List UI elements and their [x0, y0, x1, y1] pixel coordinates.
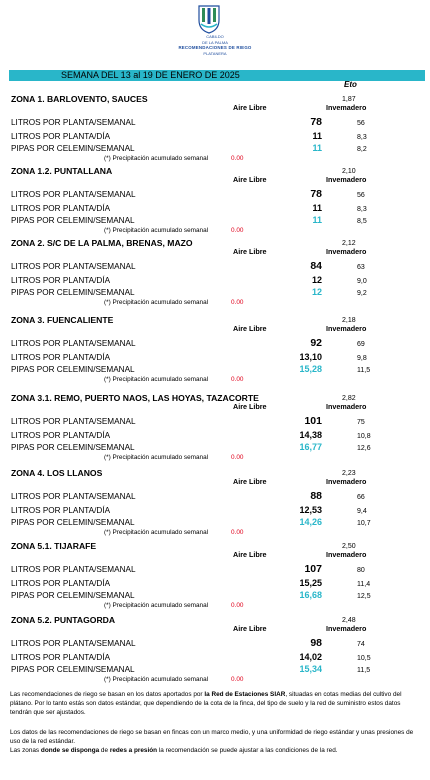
invernadero-litros-dia: 8,3 — [357, 134, 367, 141]
row-label-litros-dia: LITROS POR PLANTA/DÍA — [11, 653, 111, 662]
row-label-pipas-semanal: PIPAS POR CELEMIN/SEMANAL — [11, 518, 135, 527]
invernadero-pipas-semanal: 10,7 — [357, 520, 371, 527]
cabildo-logo-icon — [196, 4, 222, 34]
page-header — [0, 0, 430, 68]
zone-eto-value: 2,10 — [342, 168, 356, 175]
zone-name: ZONA 4. LOS LLANOS — [11, 468, 103, 478]
precipitation-label: (*) Precipitación acumulado semanal — [104, 676, 209, 683]
aire-libre-litros-semanal: 78 — [310, 188, 322, 200]
invernadero-pipas-semanal: 8,2 — [357, 146, 367, 153]
aire-libre-litros-dia: 15,25 — [299, 578, 322, 588]
zone-name: ZONA 1. BARLOVENTO, SAUCES — [11, 94, 148, 104]
row-label-litros-semanal: LITROS POR PLANTA/SEMANAL — [11, 492, 136, 501]
row-label-litros-semanal: LITROS POR PLANTA/SEMANAL — [11, 639, 136, 648]
invernadero-header: Invemadero — [326, 402, 367, 411]
aire-libre-pipas-semanal: 16,68 — [299, 590, 322, 600]
zone-block — [0, 166, 430, 242]
aire-libre-header: Aire Libre — [233, 103, 267, 112]
aire-libre-pipas-semanal: 15,34 — [299, 664, 322, 674]
zone-name: ZONA 5.1. TIJARAFE — [11, 541, 97, 551]
row-label-litros-dia: LITROS POR PLANTA/DÍA — [11, 431, 111, 440]
aire-libre-header: Aire Libre — [233, 477, 267, 486]
aire-libre-header: Aire Libre — [233, 402, 267, 411]
invernadero-pipas-semanal: 12,5 — [357, 593, 371, 600]
row-label-pipas-semanal: PIPAS POR CELEMIN/SEMANAL — [11, 144, 135, 153]
aire-libre-litros-semanal: 92 — [310, 337, 322, 349]
zone-block — [0, 94, 430, 170]
invernadero-header: Invemadero — [326, 477, 367, 486]
zone-name: ZONA 1.2. PUNTALLANA — [11, 166, 113, 176]
aire-libre-header: Aire Libre — [233, 175, 267, 184]
invernadero-header: Invemadero — [326, 550, 367, 559]
aire-libre-litros-dia: 11 — [312, 203, 322, 213]
precipitation-value: 0.00 — [231, 376, 244, 383]
row-label-litros-dia: LITROS POR PLANTA/DÍA — [11, 506, 111, 515]
row-label-litros-dia: LITROS POR PLANTA/DÍA — [11, 132, 111, 141]
row-label-pipas-semanal: PIPAS POR CELEMIN/SEMANAL — [11, 365, 135, 374]
invernadero-pipas-semanal: 12,6 — [357, 445, 371, 452]
aire-libre-litros-dia: 14,38 — [299, 430, 322, 440]
zone-name: ZONA 3. FUENCALIENTE — [11, 315, 114, 325]
zone-name: ZONA 2. S/C DE LA PALMA, BRENAS, MAZO — [11, 238, 193, 248]
precipitation-label: (*) Precipitación acumulado semanal — [104, 454, 209, 461]
page-subtitle: PLATANERA — [203, 51, 227, 56]
zone-eto-value: 2,18 — [342, 317, 356, 324]
aire-libre-litros-semanal: 78 — [310, 116, 322, 128]
invernadero-pipas-semanal: 11,5 — [357, 667, 371, 674]
invernadero-litros-semanal: 80 — [357, 567, 365, 574]
aire-libre-litros-semanal: 101 — [304, 415, 322, 427]
footer-note-1: Las recomendaciones de riego se basan en los datos aportados por la Red de Estaciones SIAR, situadas en cotas medias del cultivo del plátano. Por lo tanto estás son datos estándar, que dependiendo de la cota de la finca, del tipo de suelo y la red de suministro estos datos tendrán que ser ajustados. — [10, 691, 402, 716]
invernadero-header: Invemadero — [326, 247, 367, 256]
invernadero-litros-dia: 11,4 — [357, 581, 371, 588]
precipitation-value: 0.00 — [231, 227, 244, 234]
aire-libre-pipas-semanal: 16,77 — [299, 442, 322, 452]
zone-block — [0, 238, 430, 314]
zone-eto-value: 2,23 — [342, 470, 356, 477]
invernadero-litros-dia: 10,5 — [357, 655, 371, 662]
aire-libre-litros-dia: 11 — [312, 131, 322, 141]
row-label-litros-dia: LITROS POR PLANTA/DÍA — [11, 204, 111, 213]
precipitation-label: (*) Precipitación acumulado semanal — [104, 227, 209, 234]
aire-libre-pipas-semanal: 14,26 — [299, 517, 322, 527]
invernadero-pipas-semanal: 11,5 — [357, 367, 371, 374]
invernadero-pipas-semanal: 8,5 — [357, 218, 367, 225]
invernadero-litros-semanal: 66 — [357, 494, 365, 501]
aire-libre-pipas-semanal: 15,28 — [299, 364, 322, 374]
aire-libre-litros-semanal: 107 — [304, 563, 322, 575]
logo-caption-1: CABILDO — [206, 34, 224, 39]
invernadero-header: Invemadero — [326, 624, 367, 633]
precipitation-value: 0.00 — [231, 529, 244, 536]
row-label-litros-semanal: LITROS POR PLANTA/SEMANAL — [11, 339, 136, 348]
row-label-litros-dia: LITROS POR PLANTA/DÍA — [11, 353, 111, 362]
aire-libre-pipas-semanal: 12 — [311, 287, 322, 297]
zone-block — [0, 468, 430, 544]
page-title: RECOMENDACIONES DE RIEGO — [178, 45, 252, 50]
aire-libre-litros-dia: 14,02 — [299, 652, 322, 662]
aire-libre-litros-semanal: 88 — [310, 490, 322, 502]
precipitation-label: (*) Precipitación acumulado semanal — [104, 155, 209, 162]
footer-note-3: Las zonas donde se disponga de redes a presión la recomendación se puede ajustar a las condiciones de la red. — [10, 747, 338, 754]
aire-libre-litros-semanal: 84 — [310, 260, 322, 272]
zone-eto-value: 2,48 — [342, 617, 356, 624]
precipitation-value: 0.00 — [231, 454, 244, 461]
precipitation-label: (*) Precipitación acumulado semanal — [104, 299, 209, 306]
precipitation-label: (*) Precipitación acumulado semanal — [104, 529, 209, 536]
zone-name: ZONA 3.1. REMO, PUERTO NAOS, LAS HOYAS, TAZACORTE — [11, 393, 259, 403]
logo-caption-2: DE LA PALMA — [202, 40, 228, 45]
invernadero-litros-semanal: 56 — [357, 192, 365, 199]
aire-libre-pipas-semanal: 11 — [312, 215, 322, 225]
precipitation-label: (*) Precipitación acumulado semanal — [104, 376, 209, 383]
aire-libre-header: Aire Libre — [233, 247, 267, 256]
invernadero-litros-semanal: 63 — [357, 264, 365, 271]
invernadero-litros-dia: 9,0 — [357, 278, 367, 285]
invernadero-litros-dia: 9,4 — [357, 508, 367, 515]
aire-libre-header: Aire Libre — [233, 624, 267, 633]
zone-eto-value: 2,50 — [342, 543, 356, 550]
zone-block — [0, 315, 430, 391]
invernadero-litros-dia: 10,8 — [357, 433, 371, 440]
precipitation-value: 0.00 — [231, 299, 244, 306]
invernadero-pipas-semanal: 9,2 — [357, 290, 367, 297]
zone-block — [0, 615, 430, 691]
invernadero-litros-dia: 9,8 — [357, 355, 367, 362]
footer-note-2: Los datos de las recomendaciones de riego se basan en fincas con un marco medio, y una uniformidad de riego estándar y unas presiones de uso de la red estándar. — [10, 729, 414, 745]
row-label-pipas-semanal: PIPAS POR CELEMIN/SEMANAL — [11, 443, 135, 452]
row-label-pipas-semanal: PIPAS POR CELEMIN/SEMANAL — [11, 591, 135, 600]
zone-eto-value: 2,12 — [342, 240, 356, 247]
invernadero-header: Invemadero — [326, 324, 367, 333]
invernadero-litros-semanal: 56 — [357, 120, 365, 127]
zone-eto-value: 1,87 — [342, 96, 356, 103]
aire-libre-litros-dia: 13,10 — [299, 352, 322, 362]
aire-libre-header: Aire Libre — [233, 550, 267, 559]
invernadero-header: Invemadero — [326, 103, 367, 112]
week-text: SEMANA DEL 13 al 19 DE ENERO DE 2025 — [61, 70, 240, 80]
row-label-litros-dia: LITROS POR PLANTA/DÍA — [11, 579, 111, 588]
precipitation-value: 0.00 — [231, 155, 244, 162]
aire-libre-header: Aire Libre — [233, 324, 267, 333]
precipitation-label: (*) Precipitación acumulado semanal — [104, 602, 209, 609]
invernadero-litros-semanal: 69 — [357, 341, 365, 348]
precipitation-value: 0.00 — [231, 676, 244, 683]
row-label-pipas-semanal: PIPAS POR CELEMIN/SEMANAL — [11, 216, 135, 225]
eto-column-label: Eto — [344, 80, 357, 89]
aire-libre-pipas-semanal: 11 — [312, 143, 322, 153]
row-label-litros-semanal: LITROS POR PLANTA/SEMANAL — [11, 118, 136, 127]
zone-block — [0, 393, 430, 469]
row-label-litros-semanal: LITROS POR PLANTA/SEMANAL — [11, 262, 136, 271]
invernadero-litros-semanal: 75 — [357, 419, 365, 426]
invernadero-litros-semanal: 74 — [357, 641, 365, 648]
row-label-litros-semanal: LITROS POR PLANTA/SEMANAL — [11, 565, 136, 574]
row-label-pipas-semanal: PIPAS POR CELEMIN/SEMANAL — [11, 665, 135, 674]
zone-name: ZONA 5.2. PUNTAGORDA — [11, 615, 116, 625]
row-label-litros-dia: LITROS POR PLANTA/DÍA — [11, 276, 111, 285]
zone-block — [0, 541, 430, 617]
zone-eto-value: 2,82 — [342, 395, 356, 402]
aire-libre-litros-semanal: 98 — [310, 637, 322, 649]
invernadero-litros-dia: 8,3 — [357, 206, 367, 213]
aire-libre-litros-dia: 12 — [311, 275, 322, 285]
invernadero-header: Invemadero — [326, 175, 367, 184]
row-label-litros-semanal: LITROS POR PLANTA/SEMANAL — [11, 190, 136, 199]
week-banner — [9, 70, 425, 81]
row-label-litros-semanal: LITROS POR PLANTA/SEMANAL — [11, 417, 136, 426]
row-label-pipas-semanal: PIPAS POR CELEMIN/SEMANAL — [11, 288, 135, 297]
precipitation-value: 0.00 — [231, 602, 244, 609]
aire-libre-litros-dia: 12,53 — [299, 505, 322, 515]
